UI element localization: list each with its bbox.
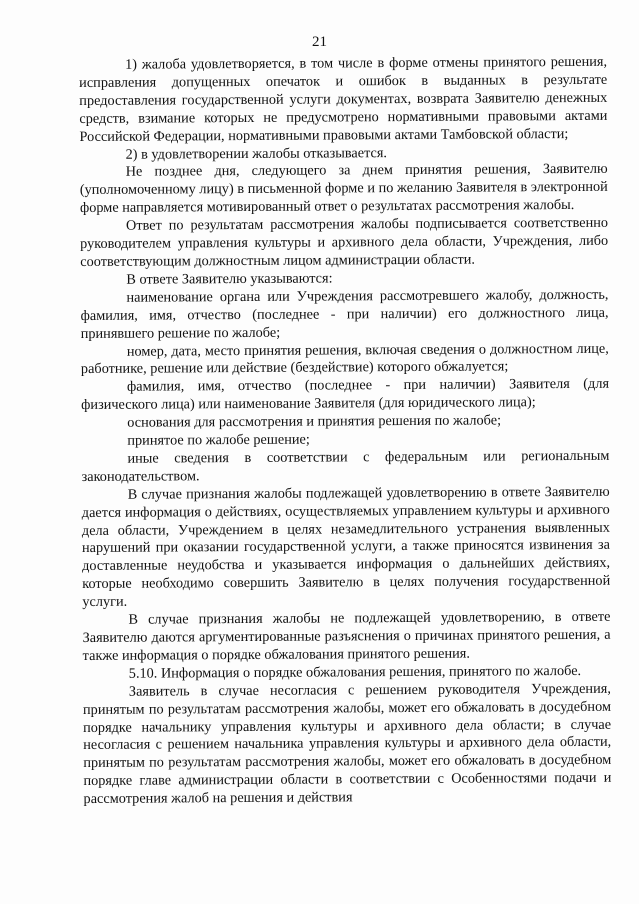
document-body [79,54,612,809]
paragraph: номер, дата, место принятия решения, включая сведения о должностном лице, работнике, решение или действие (бездействие) которого обжалуется; [80,340,609,378]
paragraph: Ответ по результатам рассмотрения жалобы подписывается соответственно руководителем управления культуры и архивного дела области, Учреждения, либо соответствующим должностным лицом администрации области. [80,214,609,270]
paragraph: наименование органа или Учреждения рассмотревшего жалобу, должность, фамилия, имя, отчество (последнее - при наличии) его должностного лица, принявшего решение по жалобе; [80,286,609,342]
page-number: 21 [312,34,327,50]
paragraph: В случае признания жалобы не подлежащей удовлетворению, в ответе Заявителю даются аргументированные разъяснения о причинах принятого решения, а также информация о порядке обжалования принятого решения. [82,608,611,664]
paragraph: 1) жалоба удовлетворяется, в том числе в форме отмены принятого решения, исправления допущенных опечаток и ошибок в выданных в результате предоставления государственной услуги документах, возврата Заявителю денежных средств, взимание которых не предусмотрено нормативными правовыми актами Российской Федерации, нормативными правовыми актами Тамбовской области; [79,53,608,145]
paragraph: В случае признания жалобы подлежащей удовлетворению в ответе Заявителю дается информация о действиях, осуществляемых управлением культуры и архивного дела области, Учреждением в целях незамедлительного устранения выявленных нарушений при оказании государственной услуги, а также приносятся извинения за доставленные неудобства и указывается информация о дальнейших действиях, которые необходимо совершить Заявителю в целях получения государственной услуги. [81,483,611,611]
paragraph: фамилия, имя, отчество (последнее - при наличии) Заявителя (для физического лица) или наименование Заявителя (для юридического лица); [81,376,610,414]
paragraph: Не позднее дня, следующего за днем принятия решения, Заявителю (уполномоченному лицу) в письменной форме и по желанию Заявителя в электронной форме направляется мотивированный ответ о результатах рассмотрения жалобы. [79,161,608,217]
paragraph: Заявитель в случае несогласия с решением руководителя Учреждения, принятым по результатам рассмотрения жалобы, может его обжаловать в досудебном порядке начальнику управления культуры и архивного дела области; в случае несогласия с решением начальника управления культуры и архивного дела области, принятым по результатам рассмотрения жалобы, может его обжаловать в досудебном порядке главе администрации области в соответствии с Особенностями подачи и рассмотрения жалоб на решения и действия [82,680,612,808]
paragraph: иные сведения в соответствии с федеральным или региональным законодательством. [81,447,610,485]
paragraph: 5.10. Информация о порядке обжалования решения, принятого по жалобе. [128,662,582,682]
paragraph: 2) в удовлетворении жалобы отказывается. [125,144,388,163]
paragraph: основания для рассмотрения и принятия решения по жалобе; [127,412,502,431]
paragraph: принятое по жалобе решение; [127,431,310,449]
paragraph: В ответе Заявителю указываются: [126,270,333,288]
